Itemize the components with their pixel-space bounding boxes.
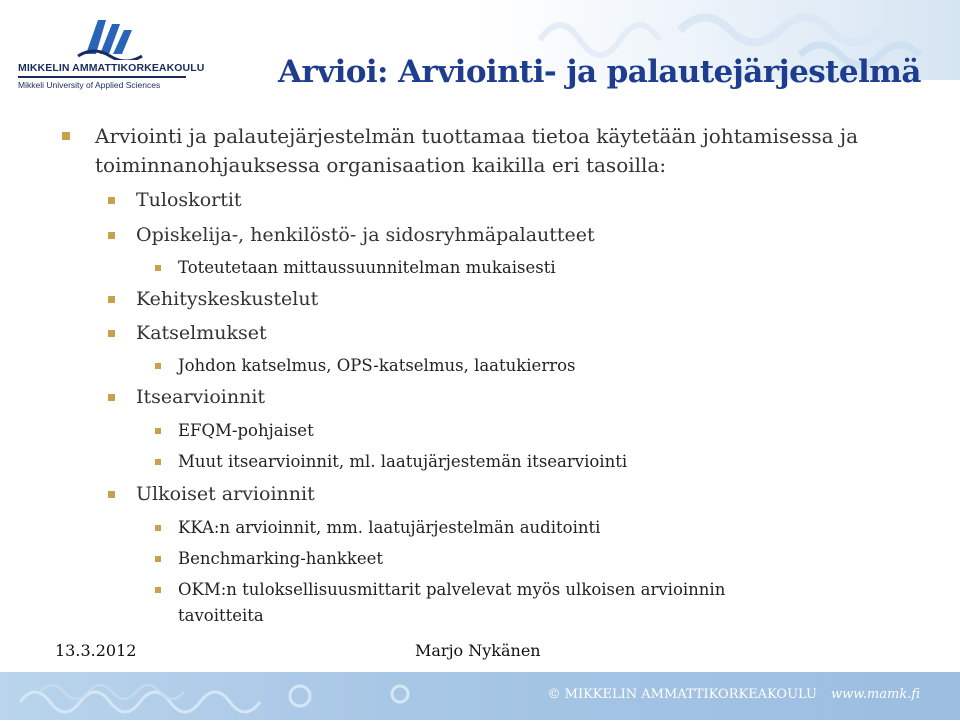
footer-org [548,687,921,702]
intro-line-2: toiminnanohjauksessa organisaation kaikilla eri tasoilla: [95,153,667,177]
list-item: KKA:n arvioinnit, mm. laatujärjestelmän auditointi [178,518,601,537]
list-item: Muut itsearvioinnit, ml. laatujärjestemän itsearviointi [178,452,628,471]
list-item: EFQM-pohjaiset [178,421,314,440]
logo-divider [18,76,186,78]
list-item: Itsearvioinnit [136,386,266,408]
list-item: Benchmarking-hankkeet [178,549,384,568]
wave-logo-icon [76,14,146,60]
square-bullet-icon [108,330,115,337]
square-bullet-icon [155,428,161,434]
list-item: OKM:n tuloksellisuusmittarit palvelevat myös ulkoisen arvioinnin [178,580,726,599]
logo-subtitle: Mikkeli University of Applied Sciences [18,80,161,90]
list-item: Kehityskeskustelut [136,288,319,310]
square-bullet-icon [155,556,161,562]
square-bullet-icon [155,265,161,271]
list-item: Katselmukset [136,322,267,344]
footer-org-name: © MIKKELIN AMMATTIKORKEAKOULU [547,687,817,702]
list-item: Tuloskortit [136,189,242,211]
footer-url[interactable]: www.mamk.fi [830,687,920,702]
footer-author: Marjo Nykänen [415,641,541,660]
square-bullet-icon [155,587,161,593]
square-bullet-icon [155,525,161,531]
square-bullet-icon [108,197,115,204]
list-item: Toteutetaan mittaussuunnitelman mukaisesti [178,258,556,277]
square-bullet-icon [62,132,70,140]
square-bullet-icon [108,394,115,401]
footer-date: 13.3.2012 [55,641,137,660]
square-bullet-icon [108,232,115,239]
square-bullet-icon [155,459,161,465]
organization-logo [18,14,205,94]
square-bullet-icon [108,491,115,498]
intro-line-1: Arviointi ja palautejärjestelmän tuottamaa tietoa käytetään johtamisessa ja [95,124,859,148]
slide-title: Arvioi: Arviointi- ja palautejärjestelmä [278,54,921,90]
list-item: Johdon katselmus, OPS-katselmus, laatukierros [178,356,576,375]
list-item: Opiskelija-, henkilöstö- ja sidosryhmäpalautteet [136,224,595,246]
list-item: Ulkoiset arvioinnit [136,483,315,505]
logo-name: MIKKELIN AMMATTIKORKEAKOULU [18,62,205,74]
list-item-continuation: tavoitteita [178,606,264,625]
square-bullet-icon [108,296,115,303]
square-bullet-icon [155,363,161,369]
